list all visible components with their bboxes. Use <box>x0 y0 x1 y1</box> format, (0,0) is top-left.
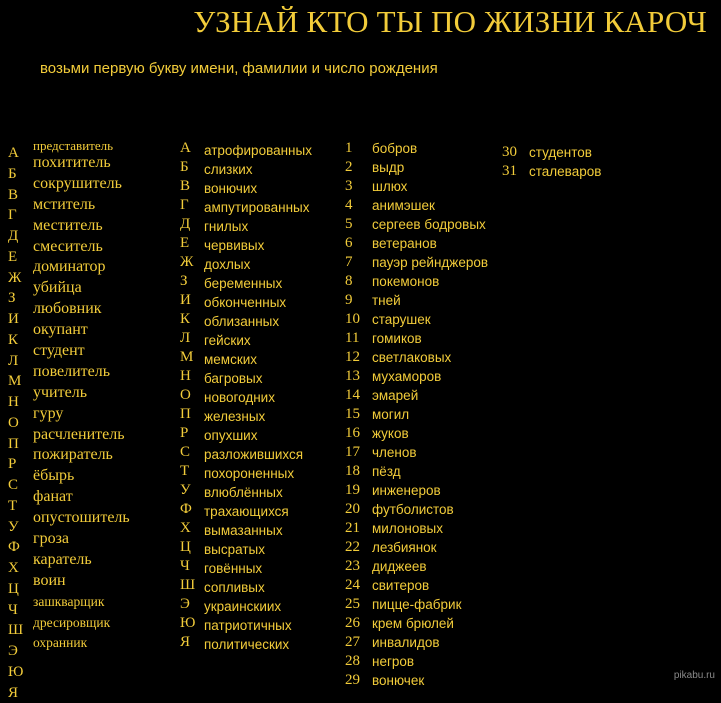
day-number: 17 <box>345 443 360 462</box>
first-word: студент <box>33 341 130 362</box>
first-word: пожиратель <box>33 445 130 466</box>
second-letter: З <box>180 272 195 291</box>
extra-day-number: 30 <box>502 143 517 162</box>
second-word: облизанных <box>204 312 312 331</box>
second-letter: М <box>180 348 195 367</box>
first-letter: Ж <box>8 268 23 289</box>
day-number: 2 <box>345 158 360 177</box>
second-word: гнилых <box>204 217 312 236</box>
second-word: дохлых <box>204 255 312 274</box>
first-word: каратель <box>33 550 130 571</box>
day-number: 28 <box>345 652 360 671</box>
first-letter: Б <box>8 164 23 185</box>
day-number: 9 <box>345 291 360 310</box>
first-letter: И <box>8 309 23 330</box>
first-letter: Ш <box>8 620 23 641</box>
day-word: инвалидов <box>372 633 488 652</box>
last-name-letters-column <box>180 139 195 652</box>
first-word: опустошитель <box>33 508 130 529</box>
day-number: 10 <box>345 310 360 329</box>
day-word: пауэр рейнджеров <box>372 253 488 272</box>
day-word: ветеранов <box>372 234 488 253</box>
first-letter: У <box>8 517 23 538</box>
day-number: 25 <box>345 595 360 614</box>
day-number: 14 <box>345 386 360 405</box>
day-number: 11 <box>345 329 360 348</box>
second-word: атрофированных <box>204 141 312 160</box>
second-letter: И <box>180 291 195 310</box>
day-number: 4 <box>345 196 360 215</box>
second-word: багровых <box>204 369 312 388</box>
day-word: покемонов <box>372 272 488 291</box>
day-word: светлаковых <box>372 348 488 367</box>
first-word: мститель <box>33 195 130 216</box>
day-number: 18 <box>345 462 360 481</box>
day-word: жуков <box>372 424 488 443</box>
day-word: пицце-фабрик <box>372 595 488 614</box>
day-number: 24 <box>345 576 360 595</box>
second-letter: Б <box>180 158 195 177</box>
day-word: свитеров <box>372 576 488 595</box>
first-letter: З <box>8 288 23 309</box>
day-number: 29 <box>345 671 360 690</box>
first-letter: М <box>8 371 23 392</box>
day-number: 13 <box>345 367 360 386</box>
first-letter: Е <box>8 247 23 268</box>
first-word: похититель <box>33 153 130 174</box>
second-letter: О <box>180 386 195 405</box>
second-letter: Е <box>180 234 195 253</box>
page-title: УЗНАЙ КТО ТЫ ПО ЖИЗНИ КАРОЧ <box>0 4 707 40</box>
day-word: лезбиянок <box>372 538 488 557</box>
birth-day-numbers-column <box>345 139 360 690</box>
first-letter: Э <box>8 641 23 662</box>
first-name-words-column <box>33 139 130 654</box>
first-name-letters-column <box>8 143 23 703</box>
second-letter: П <box>180 405 195 424</box>
first-letter: Н <box>8 392 23 413</box>
watermark: pikabu.ru <box>674 670 715 681</box>
day-word: старушек <box>372 310 488 329</box>
extra-day-numbers-column <box>502 143 517 181</box>
day-word: шлюх <box>372 177 488 196</box>
second-word: говённых <box>204 559 312 578</box>
day-word: инженеров <box>372 481 488 500</box>
second-word: железных <box>204 407 312 426</box>
first-letter: Х <box>8 558 23 579</box>
first-word: представитель <box>33 139 130 153</box>
second-letter: Р <box>180 424 195 443</box>
first-letter: Г <box>8 205 23 226</box>
first-word: охранник <box>33 633 130 654</box>
day-word: негров <box>372 652 488 671</box>
second-word: сопливых <box>204 578 312 597</box>
first-word: окупант <box>33 320 130 341</box>
first-word: воин <box>33 571 130 592</box>
first-letter: К <box>8 330 23 351</box>
second-word: патриотичных <box>204 616 312 635</box>
day-number: 27 <box>345 633 360 652</box>
second-letter: Ж <box>180 253 195 272</box>
second-word: обконченных <box>204 293 312 312</box>
second-word: похороненных <box>204 464 312 483</box>
day-number: 21 <box>345 519 360 538</box>
second-letter: К <box>180 310 195 329</box>
day-word: диджеев <box>372 557 488 576</box>
second-letter: А <box>180 139 195 158</box>
day-word: вонючек <box>372 671 488 690</box>
day-number: 19 <box>345 481 360 500</box>
day-word: пёзд <box>372 462 488 481</box>
second-letter: Ч <box>180 557 195 576</box>
day-word: крем брюлей <box>372 614 488 633</box>
day-number: 23 <box>345 557 360 576</box>
second-letter: Д <box>180 215 195 234</box>
first-letter: Л <box>8 351 23 372</box>
first-letter: П <box>8 434 23 455</box>
second-letter: Х <box>180 519 195 538</box>
second-letter: Э <box>180 595 195 614</box>
second-letter: Г <box>180 196 195 215</box>
first-letter: Д <box>8 226 23 247</box>
day-number: 16 <box>345 424 360 443</box>
second-letter: Т <box>180 462 195 481</box>
first-letter: Ч <box>8 600 23 621</box>
day-word: анимэшек <box>372 196 488 215</box>
extra-day-words-column <box>529 143 601 181</box>
day-word: гомиков <box>372 329 488 348</box>
birth-day-words-column <box>372 139 488 690</box>
first-word: зашкварщик <box>33 592 130 613</box>
day-number: 12 <box>345 348 360 367</box>
day-word: эмарей <box>372 386 488 405</box>
second-word: вымазанных <box>204 521 312 540</box>
day-word: могил <box>372 405 488 424</box>
day-number: 8 <box>345 272 360 291</box>
day-word: тней <box>372 291 488 310</box>
day-word: членов <box>372 443 488 462</box>
last-name-words-column <box>204 141 312 654</box>
second-letter: Ш <box>180 576 195 595</box>
first-letter: Ф <box>8 537 23 558</box>
first-letter: Т <box>8 496 23 517</box>
second-word: вонючих <box>204 179 312 198</box>
first-word: фанат <box>33 487 130 508</box>
day-word: милоновых <box>372 519 488 538</box>
extra-day-number: 31 <box>502 162 517 181</box>
first-letter: С <box>8 475 23 496</box>
second-word: разложившихся <box>204 445 312 464</box>
second-word: мемских <box>204 350 312 369</box>
day-number: 15 <box>345 405 360 424</box>
day-number: 6 <box>345 234 360 253</box>
second-word: новогодних <box>204 388 312 407</box>
first-letter: В <box>8 185 23 206</box>
first-word: меститель <box>33 216 130 237</box>
first-word: расчленитель <box>33 425 130 446</box>
first-word: смеситель <box>33 237 130 258</box>
first-word: доминатор <box>33 257 130 278</box>
second-letter: У <box>180 481 195 500</box>
day-number: 26 <box>345 614 360 633</box>
second-letter: Н <box>180 367 195 386</box>
first-letter: Р <box>8 454 23 475</box>
first-word: сокрушитель <box>33 174 130 195</box>
day-number: 1 <box>345 139 360 158</box>
second-word: украинскиих <box>204 597 312 616</box>
second-word: высратых <box>204 540 312 559</box>
first-word: дресировщик <box>33 613 130 634</box>
first-letter: Я <box>8 683 23 703</box>
second-word: опухших <box>204 426 312 445</box>
first-letter: О <box>8 413 23 434</box>
first-letter: Ц <box>8 579 23 600</box>
day-word: выдр <box>372 158 488 177</box>
second-word: политических <box>204 635 312 654</box>
second-word: червивых <box>204 236 312 255</box>
second-word: трахающихся <box>204 502 312 521</box>
first-word: ёбырь <box>33 466 130 487</box>
first-word: учитель <box>33 383 130 404</box>
first-word: гуру <box>33 404 130 425</box>
second-letter: Ц <box>180 538 195 557</box>
page-subtitle: возьми первую букву имени, фамилии и число рождения <box>40 60 438 77</box>
day-number: 20 <box>345 500 360 519</box>
day-number: 7 <box>345 253 360 272</box>
second-letter: Я <box>180 633 195 652</box>
extra-day-word: сталеваров <box>529 162 601 181</box>
second-word: влюблённых <box>204 483 312 502</box>
day-number: 22 <box>345 538 360 557</box>
second-letter: С <box>180 443 195 462</box>
first-word: повелитель <box>33 362 130 383</box>
day-word: футболистов <box>372 500 488 519</box>
day-number: 5 <box>345 215 360 234</box>
second-letter: Ю <box>180 614 195 633</box>
first-word: любовник <box>33 299 130 320</box>
extra-day-word: студентов <box>529 143 601 162</box>
day-word: сергеев бодровых <box>372 215 488 234</box>
first-letter: Ю <box>8 662 23 683</box>
second-word: ампутированных <box>204 198 312 217</box>
day-word: мухаморов <box>372 367 488 386</box>
second-word: слизких <box>204 160 312 179</box>
day-number: 3 <box>345 177 360 196</box>
first-word: убийца <box>33 278 130 299</box>
first-letter: А <box>8 143 23 164</box>
second-letter: В <box>180 177 195 196</box>
second-word: гейских <box>204 331 312 350</box>
first-word: гроза <box>33 529 130 550</box>
day-word: бобров <box>372 139 488 158</box>
second-letter: Ф <box>180 500 195 519</box>
second-word: беременных <box>204 274 312 293</box>
second-letter: Л <box>180 329 195 348</box>
